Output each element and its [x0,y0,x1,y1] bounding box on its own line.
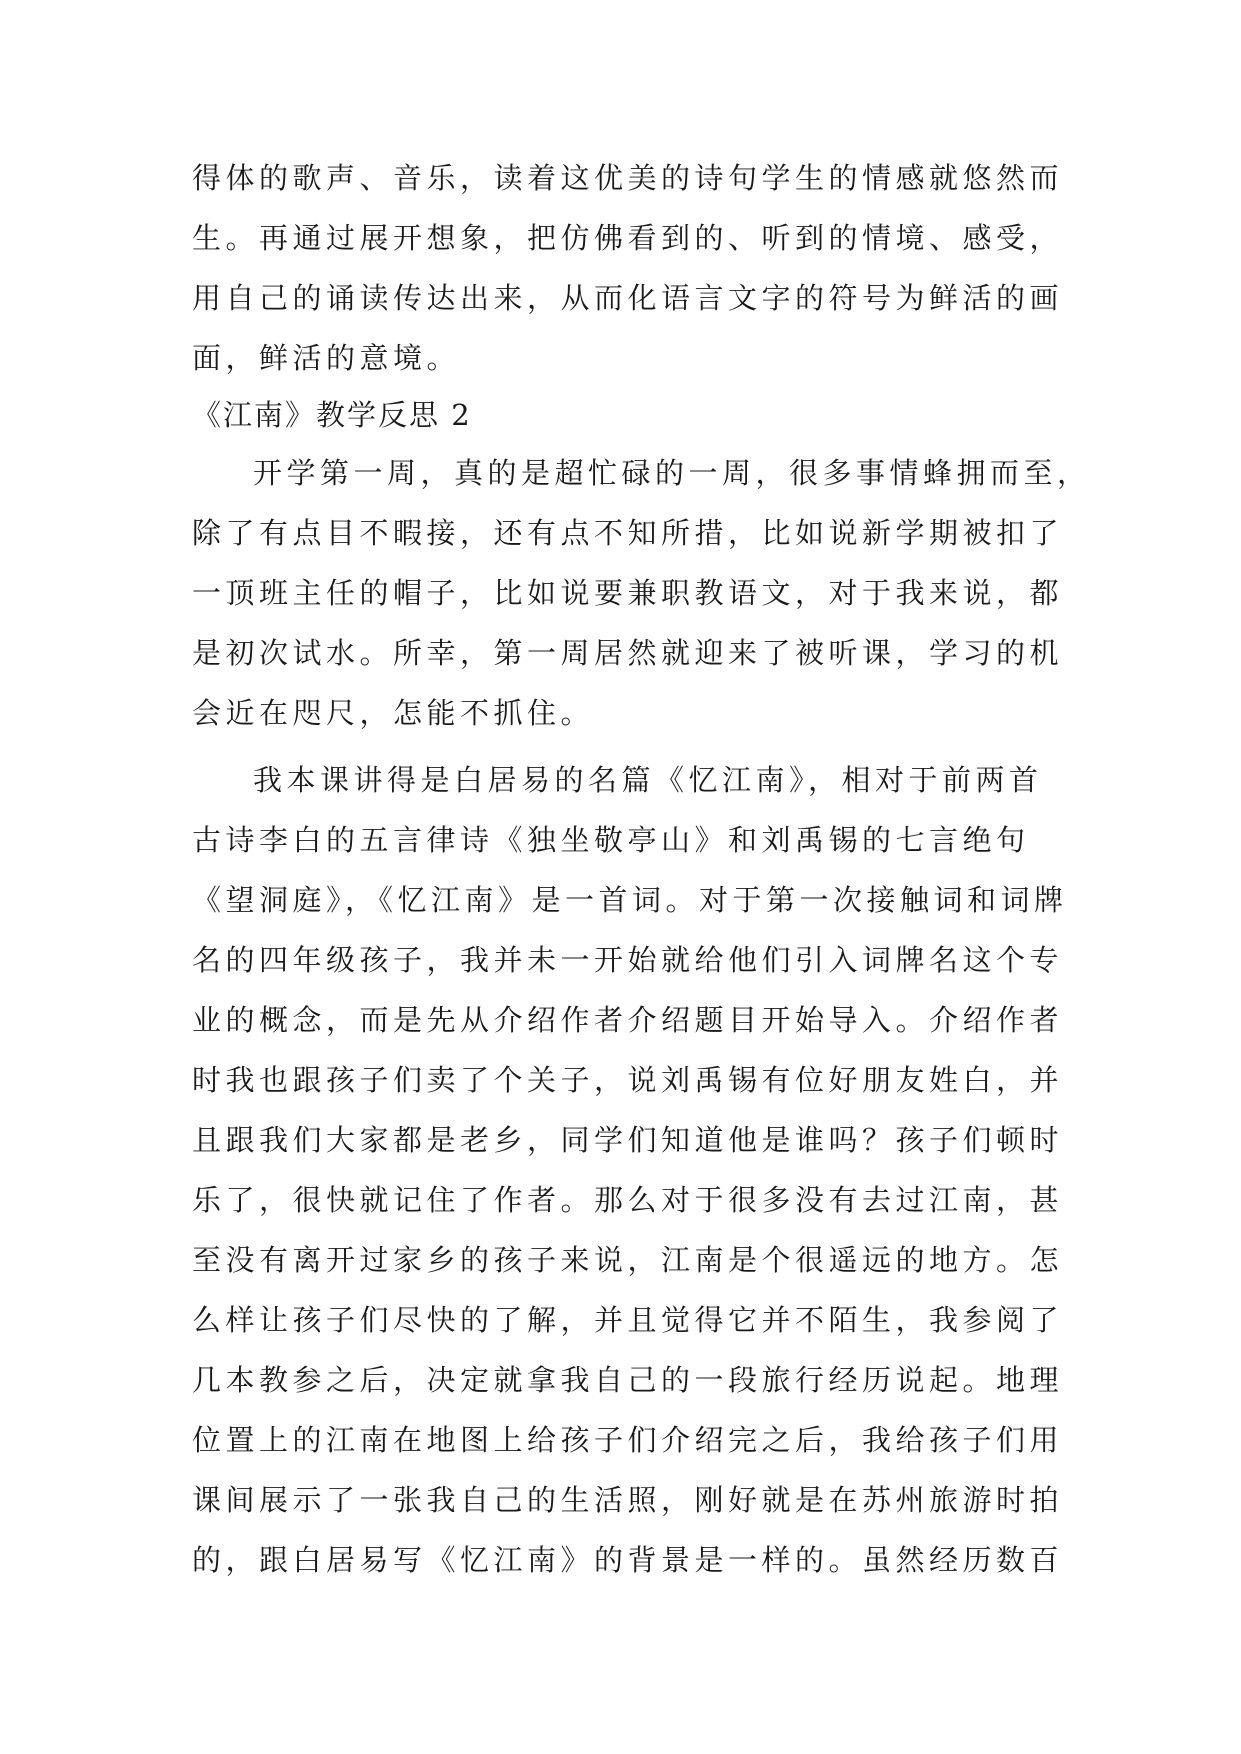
text-line: 除了有点目不暇接，还有点不知所措，比如说新学期被扣了 [192,516,1064,550]
text-line: 开学第一周，真的是超忙碌的一周，很多事情蜂拥而至， [253,456,1091,490]
text-line: 时我也跟孩子们卖了个关子，说刘禹锡有位好朋友姓白，并 [192,1063,1064,1097]
text-line: 面，鲜活的意境。 [192,341,461,375]
text-line: 是初次试水。所幸，第一周居然就迎来了被听课，学习的机 [192,636,1064,670]
text-line: 课间展示了一张我自己的生活照，刚好就是在苏州旅游时拍 [192,1483,1064,1517]
text-line: 名的四年级孩子，我并未一开始就给他们引入词牌名这个专 [192,943,1064,977]
text-line: 《望洞庭》，《忆江南》是一首词。对于第一次接触词和词牌 [192,883,1068,917]
text-line: 位置上的江南在地图上给孩子们介绍完之后，我给孩子们用 [192,1423,1064,1457]
text-line: 一顶班主任的帽子，比如说要兼职教语文，对于我来说，都 [192,576,1064,610]
text-line: 会近在咫尺，怎能不抓住。 [192,696,595,730]
text-line: 业的概念，而是先从介绍作者介绍题目开始导入。介绍作者 [192,1003,1064,1037]
text-line: 至没有离开过家乡的孩子来说，江南是个很遥远的地方。怎 [192,1243,1064,1277]
text-line: 的，跟白居易写《忆江南》的背景是一样的。虽然经历数百 [192,1543,1064,1577]
text-line: 几本教参之后，决定就拿我自己的一段旅行经历说起。地理 [192,1363,1064,1397]
text-line: 得体的歌声、音乐，读着这优美的诗句学生的情感就悠然而 [192,161,1064,195]
section-heading: 《江南》教学反思 2 [192,398,472,432]
text-line: 我本课讲得是白居易的名篇《忆江南》，相对于前两首 [253,763,1043,797]
text-line: 且跟我们大家都是老乡，同学们知道他是谁吗？孩子们顿时 [192,1123,1064,1157]
text-line: 生。再通过展开想象，把仿佛看到的、听到的情境、感受， [192,221,1064,255]
text-line: 古诗李白的五言律诗《独坐敬亭山》和刘禹锡的七言绝句 [192,823,1030,857]
text-line: 么样让孩子们尽快的了解，并且觉得它并不陌生，我参阅了 [192,1303,1064,1337]
text-line: 用自己的诵读传达出来，从而化语言文字的符号为鲜活的画 [192,281,1064,315]
text-line: 乐了，很快就记住了作者。那么对于很多没有去过江南，甚 [192,1183,1064,1217]
